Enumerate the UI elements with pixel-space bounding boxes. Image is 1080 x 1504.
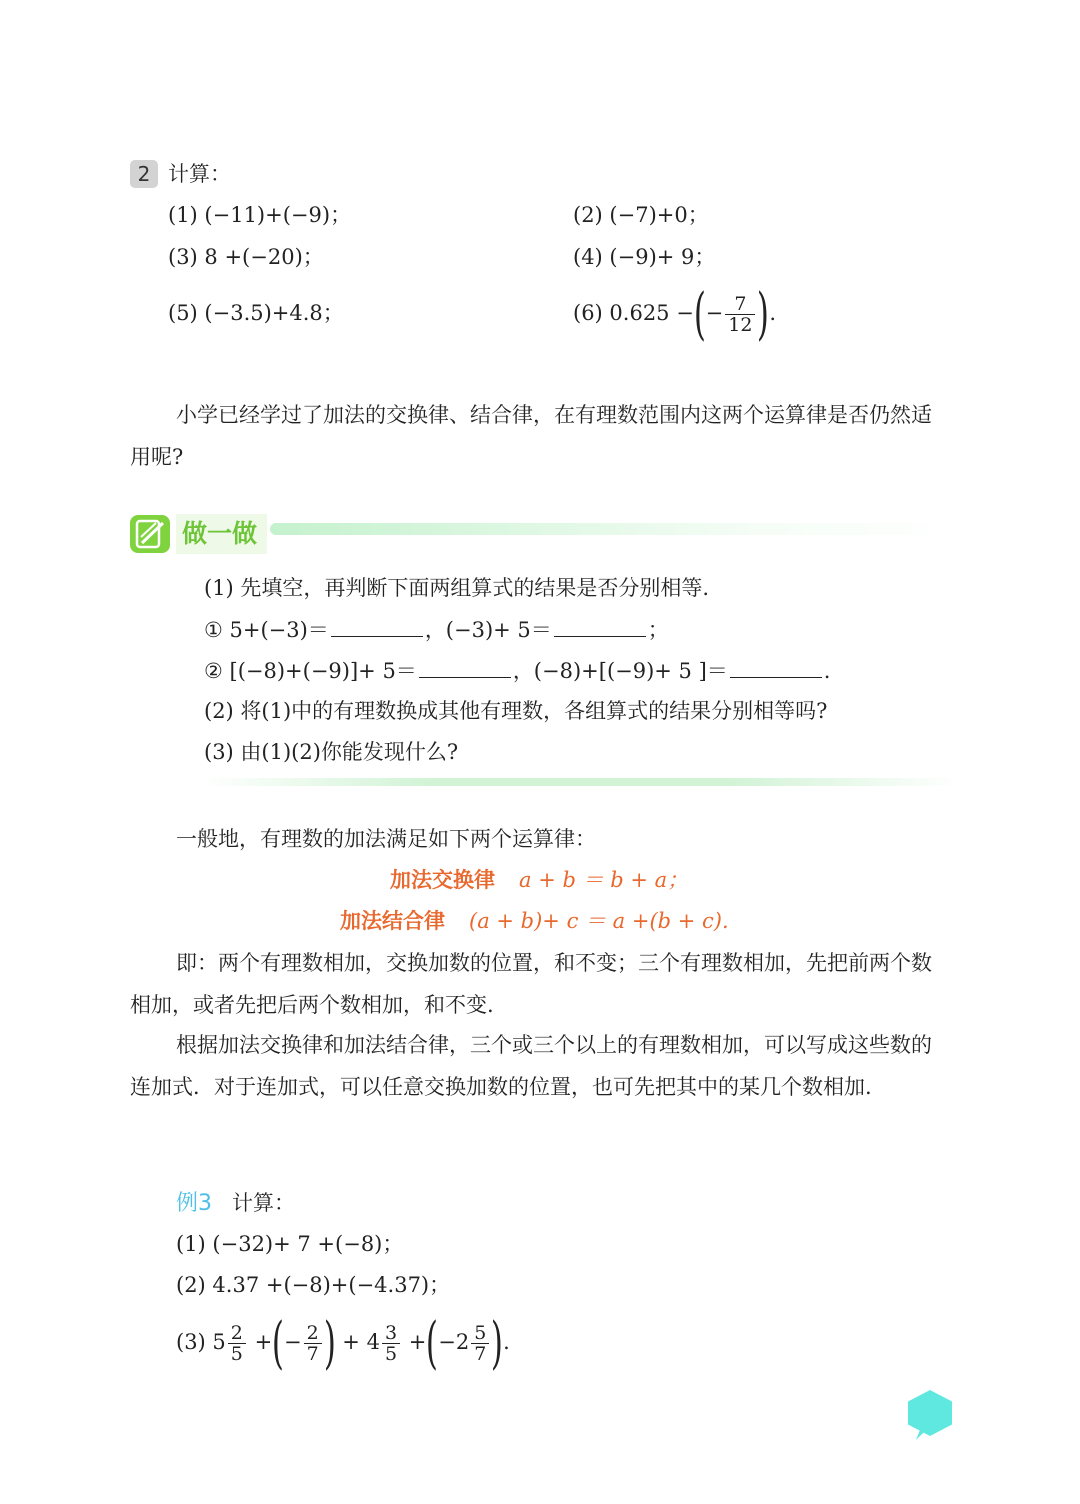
fraction-denominator: 7 — [304, 1343, 322, 1364]
fraction-denominator: 5 — [228, 1343, 246, 1364]
activity-title: 做一做 — [176, 514, 267, 554]
row2-expr-a: ② [(−8)+(−9)]+ 5＝ — [204, 659, 417, 683]
fraction-5-7 — [471, 1323, 489, 1364]
row2-end: . — [823, 659, 831, 683]
example-title: 计算： — [232, 1191, 296, 1215]
minus-sign: − — [438, 1330, 456, 1354]
pencil-icon — [130, 515, 170, 553]
associative-law-name: 加法结合律 — [340, 909, 445, 933]
exercise-item-6 — [573, 281, 777, 347]
exercise-item-5: (5) (−3.5)+4.8； — [168, 301, 344, 325]
exercise-item-4: (4) (−9)+ 9； — [573, 245, 716, 269]
item6-sign: − — [705, 301, 724, 325]
item3-prefix: (3) 5 — [176, 1330, 226, 1354]
activity-header-band — [270, 523, 960, 535]
blank-field — [554, 614, 646, 637]
general-statement: 一般地，有理数的加法满足如下两个运算律： — [176, 827, 596, 851]
activity-question-1: (1) 先填空，再判断下面两组算式的结果是否分别相等. — [204, 576, 710, 600]
row1-end: ； — [647, 618, 669, 642]
commutative-law-name: 加法交换律 — [390, 868, 495, 892]
activity-footer-band — [200, 778, 960, 786]
minus-sign: − — [284, 1330, 302, 1354]
fraction-3-5 — [382, 1323, 400, 1364]
whole-number-4: 4 — [366, 1330, 380, 1354]
commutative-law-expression: a + b ＝ b + a； — [519, 868, 689, 892]
fraction-2-5 — [228, 1323, 246, 1364]
rule-paragraph: 根据加法交换律和加法结合律，三个或三个以上的有理数相加，可以写成这些数的连加式．对于连加式，可以任意交换加数的位置，也可先把其中的某几个数相加. — [130, 1033, 932, 1099]
activity-question-3: (3) 由(1)(2)你能发现什么? — [204, 740, 459, 764]
fraction-numerator: 2 — [306, 1322, 319, 1344]
exercise-label: 计算： — [168, 162, 231, 186]
row1-expr-b: ，(−3)+ 5＝ — [424, 618, 552, 642]
whole-number-2: 2 — [455, 1330, 470, 1354]
exercise-item-1: (1) (−11)+(−9)； — [168, 203, 352, 227]
fraction-denominator: 12 — [725, 314, 755, 335]
activity-row-1 — [204, 614, 669, 645]
plus-sign: + — [408, 1330, 427, 1354]
fraction-2-7 — [304, 1323, 322, 1364]
exercise-item-2: (2) (−7)+0； — [573, 203, 709, 227]
row2-expr-b: ，(−8)+[(−9)+ 5 ]＝ — [512, 659, 728, 683]
right-paren: ) — [491, 1310, 504, 1376]
item6-end: . — [769, 301, 777, 325]
fraction-7-12 — [725, 294, 755, 335]
right-paren: ) — [323, 1310, 336, 1376]
exercise-number-badge: 2 — [130, 160, 158, 188]
speech-tail-icon — [916, 1430, 926, 1440]
example-item-3 — [176, 1310, 510, 1376]
activity-question-2: (2) 将(1)中的有理数换成其他有理数，各组算式的结果分别相等吗? — [204, 699, 828, 723]
left-paren: ( — [272, 1310, 285, 1376]
example-3-header — [176, 1188, 295, 1219]
explanation-paragraph: 即：两个有理数相加，交换加数的位置，和不变；三个有理数相加，先把前两个数相加，或者先把后两个数相加，和不变. — [130, 951, 932, 1017]
item6-prefix: (6) 0.625 − — [573, 301, 694, 325]
plus-sign: + — [342, 1330, 360, 1354]
hexagon-icon — [908, 1390, 952, 1436]
example-label: 例3 — [176, 1191, 212, 1216]
blank-field — [419, 655, 511, 678]
plus-sign: + — [254, 1330, 273, 1354]
intro-paragraph: 小学已经学过了加法的交换律、结合律，在有理数范围内这两个运算律是否仍然适用呢? — [130, 403, 932, 469]
fraction-numerator: 5 — [474, 1322, 487, 1344]
right-paren: ) — [757, 281, 770, 347]
activity-row-2 — [204, 655, 830, 686]
fraction-numerator: 7 — [734, 293, 747, 315]
blank-field — [331, 614, 423, 637]
item3-end: . — [503, 1330, 510, 1354]
fraction-numerator: 2 — [230, 1322, 243, 1344]
commutative-law — [390, 864, 688, 896]
left-paren: ( — [426, 1310, 439, 1376]
blank-field — [730, 655, 822, 678]
fraction-numerator: 3 — [384, 1322, 398, 1344]
example-item-1: (1) (−32)+ 7 +(−8)； — [176, 1232, 404, 1256]
fraction-denominator: 7 — [471, 1343, 489, 1364]
row1-expr-a: ① 5+(−3)＝ — [204, 618, 329, 642]
exercise-item-3: (3) 8 +(−20)； — [168, 245, 324, 269]
associative-law — [340, 905, 729, 937]
example-item-2: (2) 4.37 +(−8)+(−4.37)； — [176, 1273, 451, 1297]
fraction-denominator: 5 — [382, 1343, 400, 1364]
associative-law-expression: (a + b)+ c ＝ a +(b + c). — [469, 909, 729, 933]
left-paren: ( — [693, 281, 706, 347]
